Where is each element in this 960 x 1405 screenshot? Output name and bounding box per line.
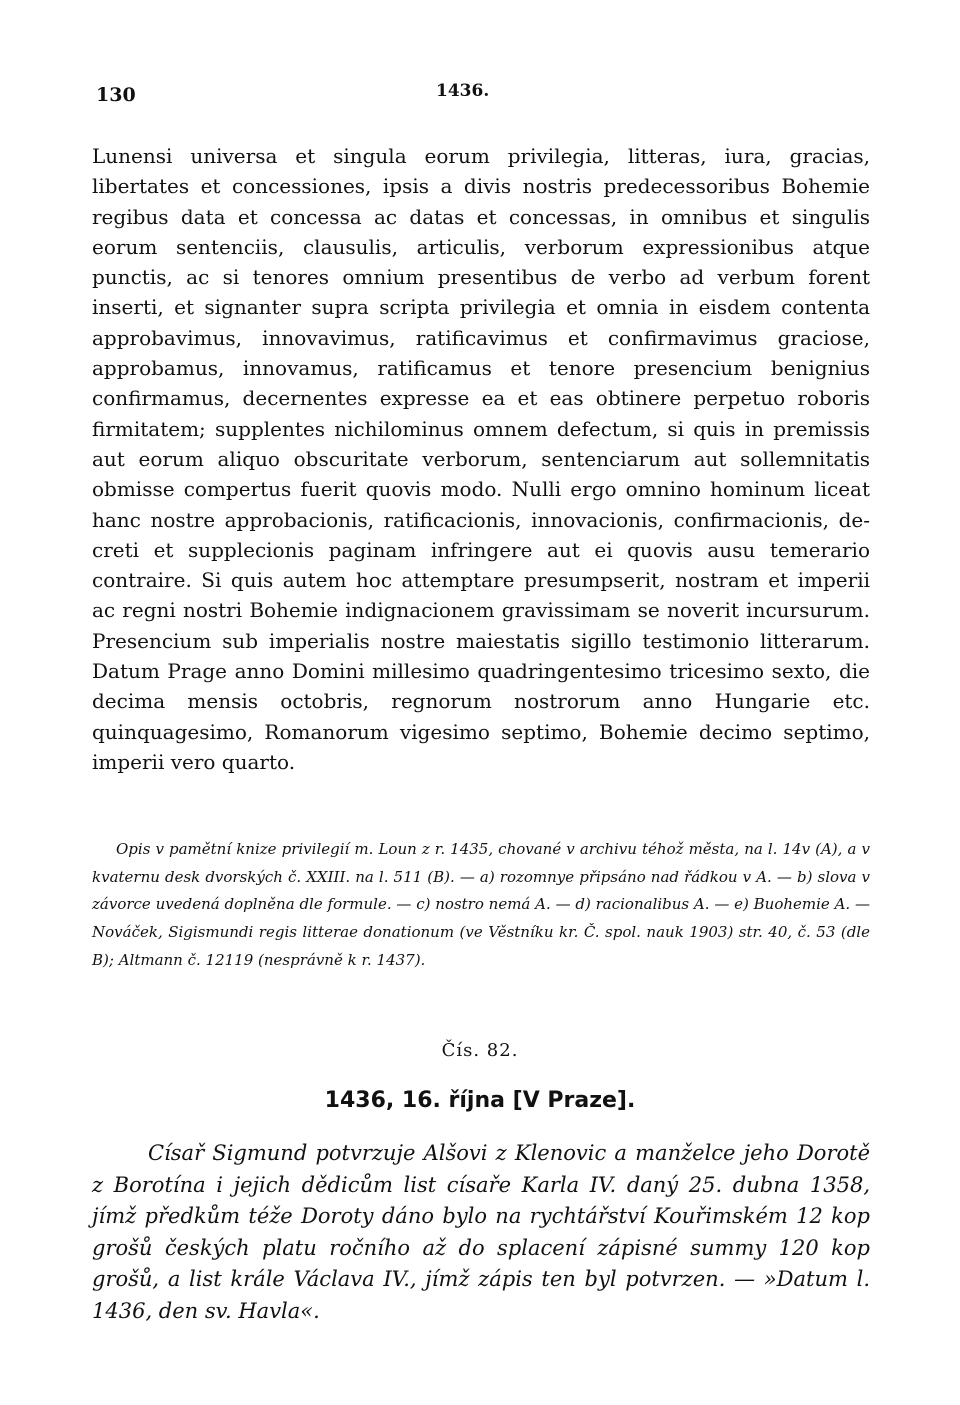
- regest-paragraph: Císař Sigmund potvrzuje Alšovi z Klenovic a manželce jeho Dorotě z Borotína i jejich dědicům list císaře Karla IV. daný 25. dubna 1358, jímž předkům téže Doroty dáno bylo na rychtářství Kouřimském 12 kop grošů českých platu ročního až do splacení zápisné summy 120 kop grošů, a list krále Václava IV., jímž zápis ten byl potvrzen. — »Datum l. 1436, den sv. Havla«.: [92, 1141, 870, 1323]
- running-head-year: 1436.: [436, 81, 490, 101]
- document-regest: [92, 1138, 870, 1327]
- editorial-notes-paragraph: Opis v pamětní knize privilegií m. Loun z r. 1435, chované v archivu téhož města, na l. 14v (A), a v kvaternu desk dvorských č. XXIII. na l. 511 (B). — a) rozomnye připsáno nad řádkou v A. — b) slova v závorce uvedená doplněna dle formule. — c) nostro nemá A. — d) racionalibus A. — e) Buohemie A. — Nováček, Sigismundi regis litterae donationum (ve Věstníku kr. Č. spol. nauk 1903) str. 40, č. 53 (dle B); Altmann č. 12119 (nesprávně k r. 1437).: [92, 840, 870, 969]
- page-number: 130: [96, 84, 136, 106]
- document-date-heading: 1436, 16. října [V Praze].: [324, 1088, 636, 1113]
- editorial-notes: [92, 836, 870, 975]
- charter-paragraph: Lunensi universa et singula eorum privilegia, litteras, iura, gracias, libertates et concessiones, ipsis a divis nostris predecessoribus Bohemie regibus data et concessa ac datas et concessas, in omnibus et singulis eorum sentenciis, clausulis, articulis, verborum expressionibus atque punctis, ac si tenores omnium presentibus de verbo ad verbum forent inserti, et signanter supra scripta privilegia et omnia in eisdem contenta approbavimus, innovavimus, ratificavimus et confirmavimus graciose, approbamus, innovamus, ratificamus et tenore presencium benignius confirmamus, decernentes expresse ea et eas obtinere perpetuo roboris firmitatem; supplentes nichilominus omnem defectum, si quis in premissis aut eorum aliquo obscuritate verborum, sentenciarum aut sollemnitatis obmisse compertus fuerit quovis modo. Nulli ergo omnino hominum liceat hanc nostre approbacionis, ratificacionis, innovacionis, confirmacionis, decreti et supplecionis paginam infringere aut ei quovis ausu temerario contraire. Si quis autem hoc attemptare presumpserit, nostram et imperii ac regni nostri Bohemie indignacionem gravissimam se noverit incursurum. Presencium sub imperialis nostre maiestatis sigillo testimonio litterarum. Datum Prage anno Domini millesimo quadringentesimo tricesimo sexto, die decima mensis octobris, regnorum nostrorum anno Hungarie etc. quinquagesimo, Romanorum vigesimo septimo, Bohemie decimo septimo, imperii vero quarto.: [92, 144, 870, 774]
- document-number: Čís. 82.: [441, 1040, 519, 1061]
- charter-latin-text: [92, 141, 870, 777]
